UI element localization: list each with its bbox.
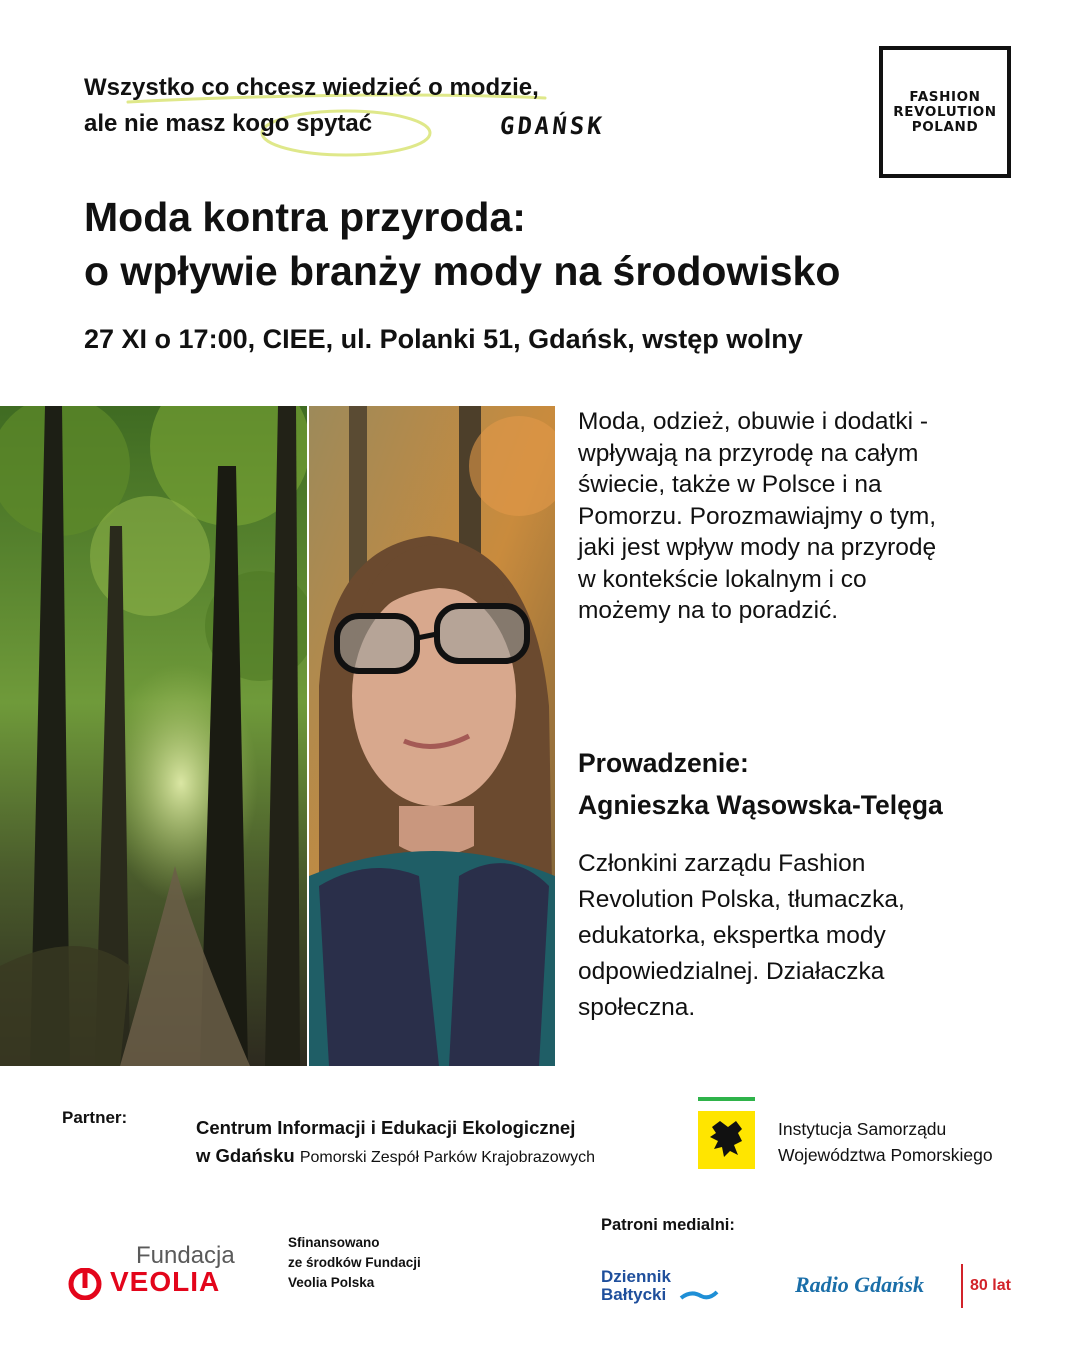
- dziennik-word-2: Bałtycki: [601, 1285, 667, 1304]
- desc-line: świecie, także w Polsce i na: [578, 471, 882, 498]
- media-patrons-label: Patroni medialni:: [601, 1216, 735, 1234]
- event-title: [84, 190, 840, 298]
- radio-divider: [961, 1264, 963, 1308]
- veolia-icon: [68, 1268, 106, 1300]
- bio-line: Revolution Polska, tłumaczka,: [578, 886, 905, 913]
- dziennik-word-1: Dziennik: [601, 1267, 671, 1286]
- tagline-line-2: ale nie masz kogo spytać: [84, 110, 373, 137]
- desc-line: możemy na to poradzić.: [578, 597, 839, 624]
- institution-line-2: Województwa Pomorskiego: [778, 1145, 993, 1165]
- funding-line-2: ze środków Fundacji: [288, 1255, 421, 1270]
- logo-line-2: REVOLUTION: [893, 103, 997, 120]
- desc-line: jaki jest wpływ mody na przyrodę: [578, 534, 937, 561]
- ciee-logo-text: [196, 1114, 595, 1172]
- pomorskie-institution: [778, 1116, 993, 1168]
- tagline-line-1: Wszystko co chcesz wiedzieć o modzie,: [84, 74, 539, 101]
- fashion-revolution-logo: [879, 46, 1011, 178]
- forest-photo: [0, 406, 307, 1066]
- event-details: 27 XI o 17:00, CIEE, ul. Polanki 51, Gdańsk, wstęp wolny: [84, 324, 803, 354]
- title-line-1: Moda kontra przyroda:: [84, 194, 526, 240]
- funding-line-1: Sfinansowano: [288, 1235, 380, 1250]
- desc-line: w kontekście lokalnym i co: [578, 565, 867, 593]
- host-heading: Prowadzenie:: [578, 748, 749, 778]
- ciee-city: w Gdańsku: [196, 1145, 295, 1166]
- bio-line: społeczna.: [578, 994, 696, 1021]
- desc-line: wpływają na przyrodę na całym: [578, 439, 919, 467]
- bio-line: Członkini zarządu Fashion: [578, 850, 866, 877]
- ciee-line-2: [196, 1142, 595, 1172]
- logo-line-3: POLAND: [911, 118, 979, 135]
- veolia-logo: VEOLIA: [110, 1266, 221, 1297]
- host-heading-block: [578, 742, 943, 826]
- host-bio: [578, 846, 905, 1026]
- institution-line-1: Instytucja Samorządu: [778, 1119, 947, 1139]
- tagline: [84, 70, 539, 142]
- griffin-crest-icon: [698, 1097, 755, 1169]
- radio-gdansk-logo: Radio Gdańsk: [795, 1272, 924, 1297]
- fundacja-word: Fundacja: [136, 1242, 235, 1269]
- portrait-photo: [309, 406, 555, 1066]
- event-description: [578, 406, 1018, 627]
- radio-80-years: 80 lat: [970, 1277, 1011, 1294]
- desc-line: Pomorzu. Porozmawiajmy o tym,: [578, 502, 937, 530]
- desc-line: Moda, odzież, obuwie i dodatki -: [578, 408, 928, 435]
- funding-note: [288, 1233, 421, 1293]
- bio-line: edukatorka, ekspertka mody: [578, 922, 886, 949]
- logo-line-1: FASHION: [909, 88, 981, 105]
- bio-line: odpowiedzialnej. Działaczka: [578, 958, 885, 985]
- host-name: Agnieszka Wąsowska-Telęga: [578, 790, 943, 820]
- ciee-line-1: Centrum Informacji i Edukacji Ekologicznej: [196, 1117, 576, 1138]
- city-label: GDAŃSK: [498, 112, 607, 140]
- partner-label: Partner:: [62, 1108, 128, 1127]
- funding-line-3: Veolia Polska: [288, 1275, 375, 1290]
- ciee-subtitle: Pomorski Zespół Parków Krajobrazowych: [299, 1149, 596, 1166]
- title-line-2: o wpływie branży mody na środowisko: [84, 248, 841, 294]
- dziennik-baltycki-logo: [601, 1266, 719, 1306]
